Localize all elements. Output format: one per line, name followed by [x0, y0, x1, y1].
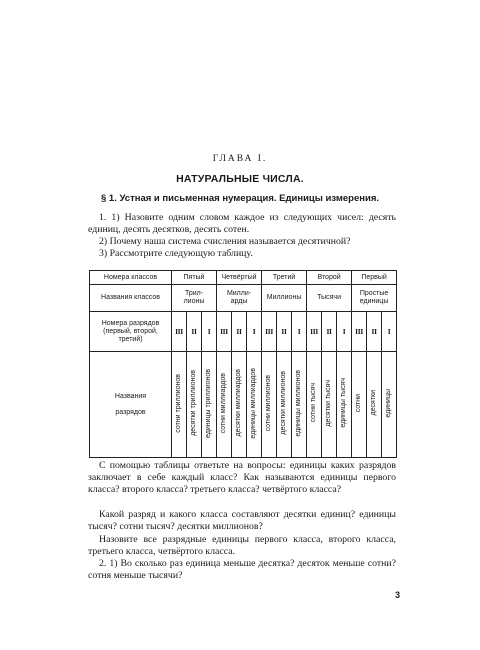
- class-name-cell: Миллионы: [262, 285, 307, 312]
- rank-name-cell: [277, 352, 292, 458]
- rank-name-cell: [262, 352, 277, 458]
- rank-name-cell: [367, 352, 382, 458]
- class-names-label: Названия классов: [90, 285, 172, 312]
- class-number-cell: Четвёртый: [217, 271, 262, 285]
- rank-name-text: десятки тысяч: [325, 379, 333, 427]
- rank-number-cell: II: [232, 312, 247, 352]
- rank-number-cell: II: [367, 312, 382, 352]
- rank-name-text: сотни тысяч: [310, 383, 318, 423]
- chapter-title: НАТУРАЛЬНЫЕ ЧИСЛА.: [176, 173, 304, 185]
- class-numbers-row: [90, 271, 397, 285]
- task2-paragraph: 2. 1) Во сколько раз единица меньше десятка? десяток меньше сотни? сотня меньше тысячи?: [88, 558, 396, 581]
- rank-name-cell: [232, 352, 247, 458]
- rank-name-cell: [307, 352, 322, 458]
- rank-name-cell: [172, 352, 187, 458]
- task1-paragraph-2: 2) Почему наша система счисления называется десятичной?: [99, 236, 351, 247]
- rank-numbers-label: Номера разрядов (первый, второй, третий): [90, 312, 172, 352]
- rank-name-cell: [247, 352, 262, 458]
- section-heading: § 1. Устная и письменная нумерация. Единицы измерения.: [100, 193, 380, 204]
- rank-name-text: единицы триллионов: [205, 368, 212, 438]
- rank-name-cell: [382, 352, 397, 458]
- rank-name-cell: [217, 352, 232, 458]
- after-table-paragraph-2: Какой разряд и какого класса составляют десятки единиц? единицы тысяч? сотни тысяч? десятки миллионов?: [88, 509, 396, 532]
- rank-name-text: сотни миллионов: [265, 374, 273, 432]
- rank-number-cell: III: [172, 312, 187, 352]
- rank-number-cell: II: [322, 312, 337, 352]
- rank-number-cell: III: [352, 312, 367, 352]
- rank-number-cell: III: [217, 312, 232, 352]
- rank-number-cell: III: [262, 312, 277, 352]
- rank-number-cell: II: [277, 312, 292, 352]
- class-number-cell: Второй: [307, 271, 352, 285]
- rank-numbers-row: [90, 312, 397, 352]
- rank-name-text: единицы миллионов: [295, 369, 303, 437]
- rank-number-cell: III: [307, 312, 322, 352]
- chapter-heading: ГЛАВА I.: [212, 154, 268, 164]
- rank-name-cell: [322, 352, 337, 458]
- rank-names-row: [90, 352, 397, 458]
- class-name-cell: Простые единицы: [352, 285, 397, 312]
- after-table-paragraph-1: С помощью таблицы ответьте на вопросы: единицы каких разрядов заключает в себе каждый класс? Как называются единицы первого класса? второго класса? третьего класса? четвёртого класса?: [88, 460, 396, 495]
- numeration-table: [89, 270, 397, 458]
- class-names-row: [90, 285, 397, 312]
- class-numbers-label: Номера классов: [90, 271, 172, 285]
- rank-name-cell: [337, 352, 352, 458]
- rank-name-text: десятки миллионов: [280, 371, 288, 435]
- rank-number-cell: I: [247, 312, 262, 352]
- rank-number-cell: II: [187, 312, 202, 352]
- rank-name-text: единицы миллиардов: [250, 367, 258, 439]
- rank-number-cell: I: [337, 312, 352, 352]
- rank-name-cell: [292, 352, 307, 458]
- rank-name-text: сотни миллиардов: [220, 372, 227, 434]
- rank-name-text: десятки миллиардов: [235, 369, 242, 437]
- rank-name-text: десятки триллионов: [190, 370, 197, 436]
- task1-paragraph-3: 3) Рассмотрите следующую таблицу.: [99, 248, 253, 259]
- rank-number-cell: I: [382, 312, 397, 352]
- class-name-cell: Тысячи: [307, 285, 352, 312]
- rank-name-text: десятки: [370, 390, 378, 416]
- task1-paragraph-1: 1. 1) Назовите одним словом каждое из следующих чисел: десять единиц, десять десятков, десять сотен.: [88, 212, 396, 235]
- class-number-cell: Первый: [352, 271, 397, 285]
- class-number-cell: Пятый: [172, 271, 217, 285]
- rank-number-cell: I: [292, 312, 307, 352]
- rank-name-text: сотни триллионов: [175, 373, 182, 433]
- rank-name-text: единицы тысяч: [340, 378, 348, 428]
- rank-name-cell: [187, 352, 202, 458]
- class-name-cell: Трил- лионы: [172, 285, 217, 312]
- rank-number-cell: I: [202, 312, 217, 352]
- after-table-paragraph-3: Назовите все разрядные единицы первого класса, второго класса, третьего класса, четвёртого класса.: [88, 534, 396, 557]
- rank-name-cell: [202, 352, 217, 458]
- rank-names-label: Названия разрядов: [90, 352, 172, 458]
- rank-name-text: единицы: [385, 388, 393, 418]
- class-name-cell: Милли- арды: [217, 285, 262, 312]
- rank-name-text: сотни: [355, 393, 363, 413]
- rank-name-cell: [352, 352, 367, 458]
- class-number-cell: Третий: [262, 271, 307, 285]
- page-number: 3: [395, 590, 401, 600]
